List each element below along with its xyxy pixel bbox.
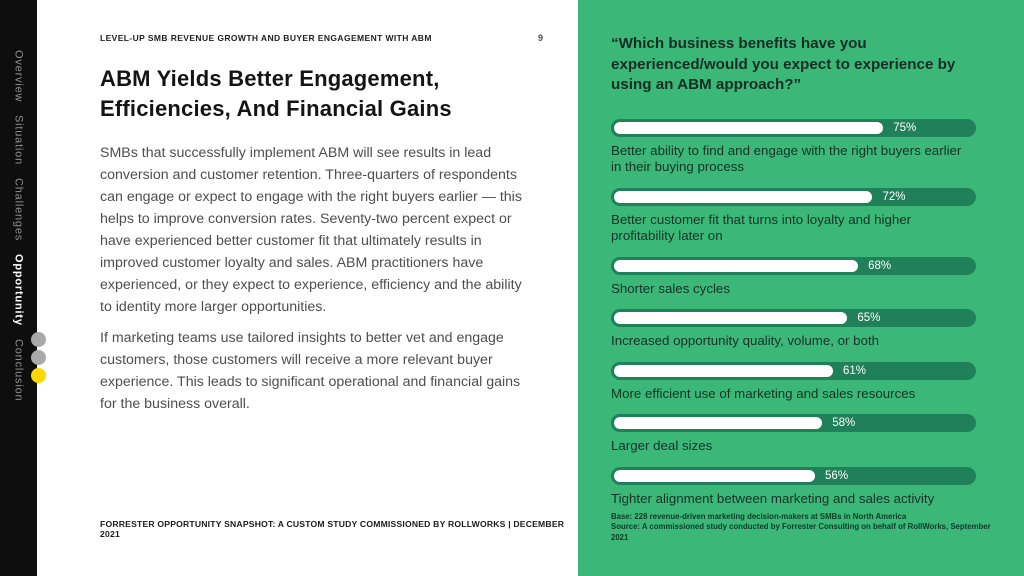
bar-group — [611, 188, 976, 245]
bar-percent-label: 61% — [842, 364, 867, 377]
sidebar-item-opportunity[interactable]: Opportunity — [12, 254, 25, 327]
bar-fill — [614, 260, 858, 272]
main-content — [37, 0, 578, 576]
bar-track — [611, 188, 976, 206]
bar-label: Increased opportunity quality, volume, or both — [611, 333, 880, 348]
bar-percent-label: 65% — [857, 312, 881, 324]
bar-group — [611, 362, 976, 403]
body-copy — [100, 142, 528, 415]
bar-fill — [614, 470, 815, 482]
body-paragraph-2: If marketing teams use tailored insights to better vet and engage customers, those customers will receive a more relevant buyer experience. This leads to significant operational and financial gains for the business overall. — [100, 330, 521, 412]
bar-fill — [614, 417, 822, 429]
report-eyebrow: LEVEL-UP SMB REVENUE GROWTH AND BUYER ENGAGEMENT WITH ABM — [100, 33, 432, 43]
sidebar — [0, 0, 37, 576]
bar-percent-label: 58% — [832, 417, 856, 429]
sidebar-item-situation[interactable]: Situation — [12, 115, 25, 166]
page-title-line-1: ABM Yields Better Engagement, — [100, 66, 440, 91]
bar-label: Better customer fit that turns into loyalty and higher profitability later on — [611, 211, 912, 243]
base-note: Base: 228 revenue-driven marketing decision-makers at SMBs in North America — [611, 511, 907, 521]
bar-group — [611, 309, 976, 350]
sidebar-item-conclusion[interactable]: Conclusion — [12, 339, 25, 402]
bar-percent-label: 68% — [868, 259, 892, 272]
header-row — [100, 33, 543, 43]
bar-percent-label: 72% — [882, 190, 906, 203]
page-title — [100, 64, 542, 124]
survey-panel — [578, 0, 1024, 576]
page-title-line-2: Efficiencies, And Financial Gains — [100, 96, 452, 121]
source-note: Source: A commissioned study conducted by Forrester Consulting on behalf of RollWorks, September 2021 — [611, 522, 991, 542]
body-paragraph-1: SMBs that successfully implement ABM will see results in lead conversion and customer retention. Three-quarters of respondents can engage or expect to engage with the right buyers earlier — this helps to improve conversion rates. Seventy-two percent expect or have experienced better customer fit that ultimately results in improved customer loyalty and sales. ABM practitioners have experienced, or they expect to experience, efficiency and the ability to identity more larger opportunities. — [100, 145, 522, 315]
bar-label: Larger deal sizes — [611, 438, 713, 453]
bar-group — [611, 257, 976, 298]
sidebar-item-challenges[interactable]: Challenges — [12, 178, 25, 242]
bar-label: Better ability to find and engage with the right buyers earlier in their buying process — [611, 142, 962, 174]
bar-track — [611, 257, 976, 275]
bar-group — [611, 414, 976, 455]
page-number: 9 — [537, 33, 543, 43]
bar-fill — [614, 365, 833, 377]
sidebar-item-overview[interactable]: Overview — [12, 50, 25, 103]
dot-yellow[interactable] — [31, 368, 46, 383]
bar-label: Shorter sales cycles — [611, 280, 730, 296]
bar-label: Tighter alignment between marketing and sales activity — [611, 490, 935, 506]
bar-chart — [611, 119, 976, 508]
bar-fill — [614, 312, 847, 324]
bar-track — [611, 467, 976, 485]
bar-percent-label: 75% — [893, 121, 917, 134]
chart-notes — [611, 512, 1001, 544]
progress-dots — [31, 332, 46, 383]
bar-label: More efficient use of marketing and sales resources — [611, 385, 916, 401]
bar-fill — [614, 122, 883, 134]
report-footer: FORRESTER OPPORTUNITY SNAPSHOT: A CUSTOM STUDY COMMISSIONED BY ROLLWORKS | DECEMBER 2021 — [100, 519, 565, 539]
bar-fill — [614, 191, 872, 203]
bar-track — [611, 119, 976, 137]
bar-track — [611, 414, 976, 432]
bar-group — [611, 467, 976, 508]
survey-question: “Which business benefits have you experienced/would you expect to experience by using an ABM approach?” — [611, 35, 956, 93]
bar-track — [611, 309, 976, 327]
bar-track — [611, 362, 976, 380]
bar-group — [611, 119, 976, 176]
dot-gray-2[interactable] — [31, 350, 46, 365]
bar-percent-label: 56% — [825, 469, 849, 482]
dot-gray-1[interactable] — [31, 332, 46, 347]
